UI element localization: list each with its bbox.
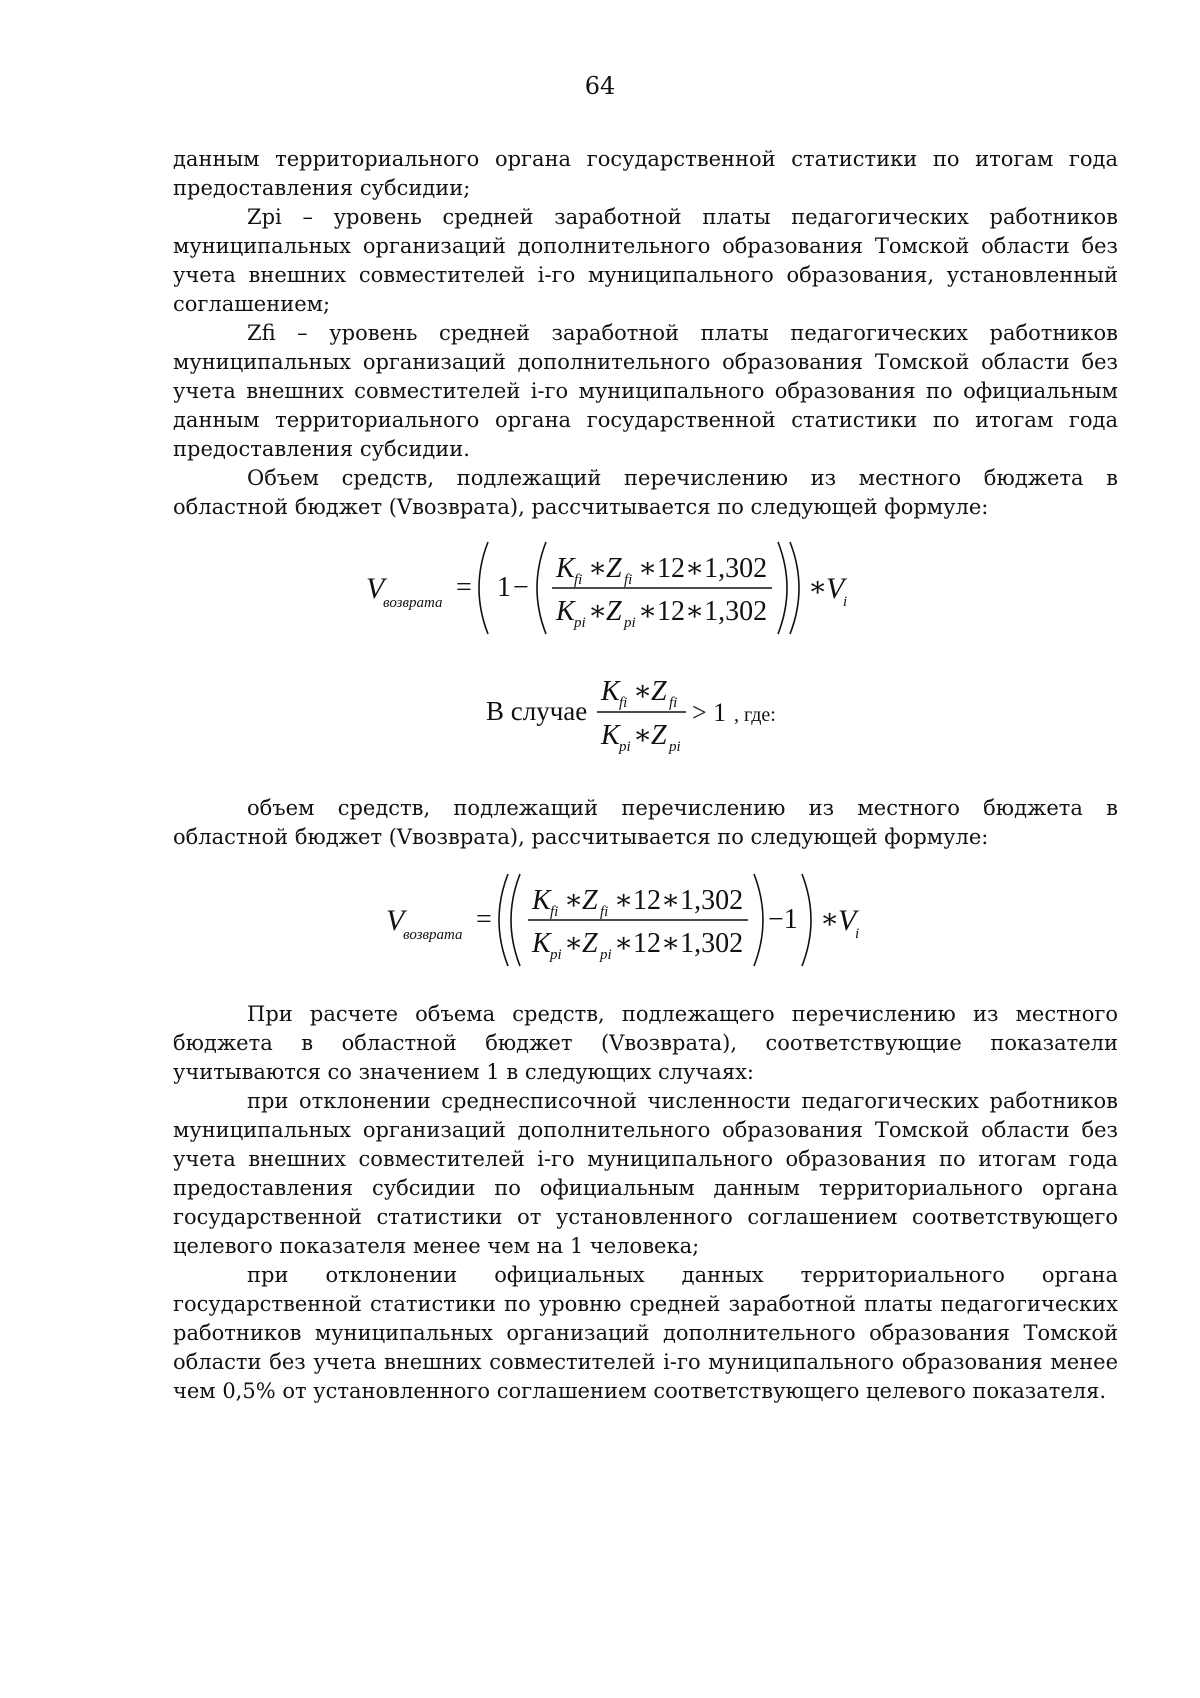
cond-num-z: Z	[650, 676, 667, 707]
formula-lhs-sub: возврата	[382, 595, 442, 611]
page-number: 64	[584, 72, 616, 100]
cond-den-z: Z	[650, 720, 667, 751]
f2-num-star: ∗	[563, 885, 583, 916]
f2-den-k: K	[531, 928, 551, 959]
den-z: Z	[605, 596, 622, 627]
f2-num-k-sub: fi	[549, 904, 558, 920]
f2-outer-right-paren	[802, 874, 811, 966]
f2-minus-one: −1	[767, 904, 798, 935]
num-k-sub: fi	[573, 572, 582, 588]
num-tail: ∗12∗1,302	[637, 553, 767, 584]
formula2-equals: =	[475, 904, 492, 935]
inner-right-paren	[778, 542, 787, 634]
f2-num-z-sub: fi	[599, 904, 608, 920]
cond-num-star: ∗	[632, 676, 652, 707]
outer-left-paren	[479, 542, 488, 634]
outer-right-paren	[790, 542, 799, 634]
formula-times: ∗	[807, 572, 827, 603]
f2-inner-left-paren	[511, 874, 520, 966]
f2-inner-right-paren	[754, 874, 763, 966]
formula2-rhs: V	[837, 904, 856, 937]
document-body	[173, 145, 1118, 1406]
f2-outer-left-paren	[499, 874, 508, 966]
den-star: ∗	[587, 596, 607, 627]
den-k-sub: pi	[573, 615, 586, 631]
paragraph-exception-salary: при отклонении официальных данных территориального органа государственной статистики по уровню средней заработной платы педагогических работников муниципальных организаций дополнительного образования Томской области без учета внешних совместителей i-го муниципального образования менее чем 0,5% от установленного соглашением соответствующего целевого показателя.	[173, 1263, 1118, 1403]
den-z-sub: pi	[623, 615, 636, 631]
cond-den-star: ∗	[632, 720, 652, 751]
formula-condition	[173, 664, 1118, 764]
inner-left-paren	[537, 542, 546, 634]
paragraph-zfi-definition: Zfi – уровень средней заработной платы педагогических работников муниципальных организаций дополнительного образования Томской области без учета внешних совместителей i-го муниципального образования по официальным данным территориального органа государственной статистики по итогам года предоставления субсидии.	[173, 321, 1118, 461]
cond-den-k-sub: pi	[618, 739, 631, 755]
f2-den-star: ∗	[563, 928, 583, 959]
formula-one: 1	[496, 572, 511, 603]
paragraph-formula-intro-2: объем средств, подлежащий перечислению из местного бюджета в областной бюджет (Vвозврата), рассчитывается по следующей формуле:	[173, 796, 1118, 849]
den-tail: ∗12∗1,302	[637, 596, 767, 627]
f2-num-z: Z	[581, 885, 598, 916]
formula-refund-2-svg	[386, 866, 906, 974]
paragraph-formula-intro: Объем средств, подлежащий перечислению из местного бюджета в областной бюджет (Vвозврата), рассчитывается по следующей формуле:	[173, 466, 1118, 519]
cond-den-z-sub: pi	[668, 739, 681, 755]
formula2-lhs: V	[385, 904, 404, 937]
paragraph: данным территориального органа государственной статистики по итогам года предоставления субсидии;	[173, 147, 1118, 200]
paragraph-exceptions-intro: При расчете объема средств, подлежащего перечислению из местного бюджета в областной бюджет (Vвозврата), соответствующие показатели учитываются со значением 1 в следующих случаях:	[173, 1002, 1118, 1084]
f2-den-z-sub: pi	[599, 947, 612, 963]
formula-lhs: V	[365, 572, 384, 605]
f2-den-z: Z	[581, 928, 598, 959]
num-k: K	[555, 553, 575, 584]
condition-suffix: , где:	[733, 704, 776, 726]
paragraph-exception-headcount: при отклонении среднесписочной численности педагогических работников муниципальных организаций дополнительного образования Томской области без учета внешних совместителей i-го муниципального образования по итогам года предоставления субсидии по официальным данным территориального органа государственной статистики от установленного соглашением соответствующего целевого показателя менее чем на 1 человека;	[173, 1089, 1118, 1258]
f2-num-k: K	[531, 885, 551, 916]
f2-den-k-sub: pi	[549, 947, 562, 963]
cond-num-z-sub: fi	[668, 695, 677, 711]
formula-refund-1	[173, 534, 1118, 642]
f2-num-tail: ∗12∗1,302	[613, 885, 743, 916]
formula-rhs: V	[825, 572, 844, 605]
formula-refund-1-svg	[366, 534, 926, 642]
formula-refund-2	[173, 866, 1118, 974]
num-z-sub: fi	[623, 572, 632, 588]
cond-num-k-sub: fi	[618, 695, 627, 711]
num-star: ∗	[587, 553, 607, 584]
formula-condition-svg	[486, 664, 806, 764]
formula2-rhs-sub: i	[854, 926, 859, 942]
f2-times: ∗	[819, 904, 839, 935]
formula-minus: −	[512, 572, 529, 603]
cond-num-k: K	[600, 676, 620, 707]
condition-prefix: В случае	[485, 696, 587, 726]
condition-gt: > 1	[691, 698, 726, 727]
formula-equals: =	[455, 572, 472, 603]
den-k: K	[555, 596, 575, 627]
num-z: Z	[605, 553, 622, 584]
formula2-lhs-sub: возврата	[402, 927, 462, 943]
cond-den-k: K	[600, 720, 620, 751]
f2-den-tail: ∗12∗1,302	[613, 928, 743, 959]
paragraph-zpi-definition: Zpi – уровень средней заработной платы педагогических работников муниципальных организаций дополнительного образования Томской области без учета внешних совместителей i-го муниципального образования, установленный соглашением;	[173, 205, 1118, 316]
formula-rhs-sub: i	[842, 594, 847, 610]
